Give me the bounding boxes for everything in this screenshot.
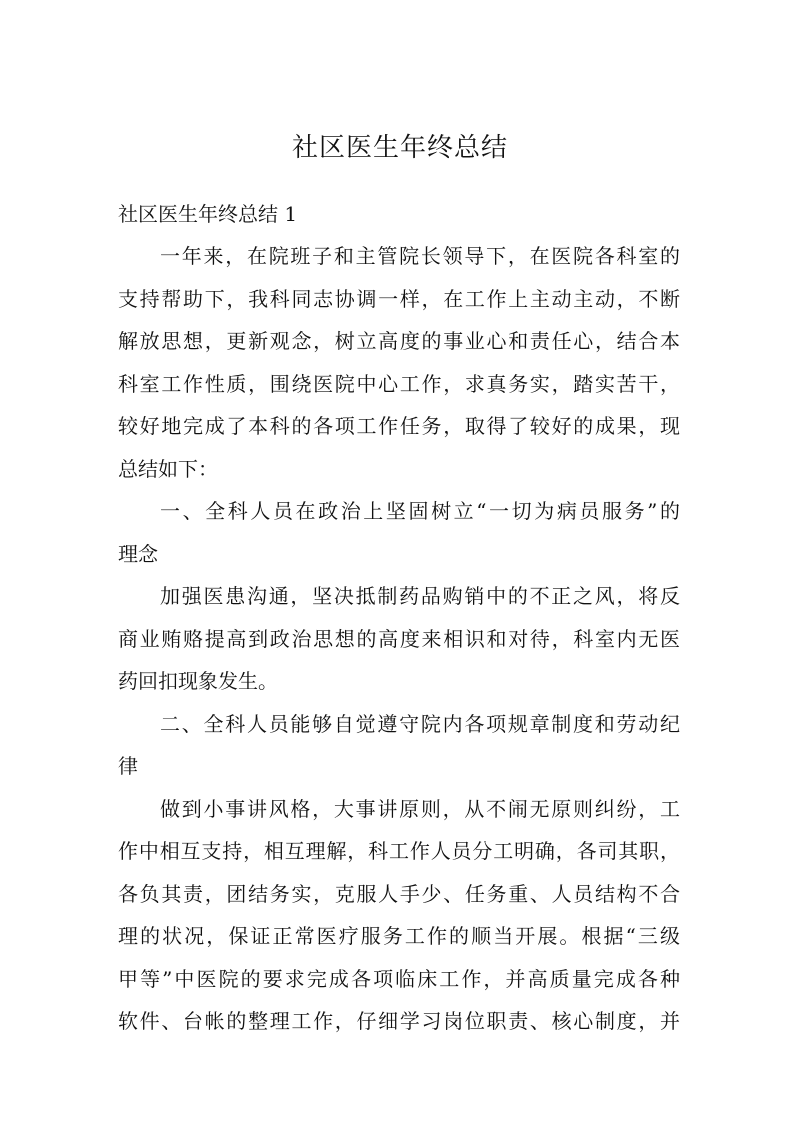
paragraph-line: 加强医患沟通，坚决抵制药品购销中的不正之风，将反 bbox=[160, 584, 680, 608]
paragraph-line: 做到小事讲风格，大事讲原则，从不闹无原则纠纷，工 bbox=[160, 797, 680, 821]
paragraph-line: 科室工作性质，围绕医院中心工作，求真务实，踏实苦干， bbox=[118, 372, 680, 396]
paragraph-line: 各负其责，团结务实，克服人手少、任务重、人员结构不合 bbox=[118, 882, 680, 906]
section-heading-line: 理念 bbox=[118, 542, 158, 566]
document-title: 社区医生年终总结 bbox=[291, 133, 508, 163]
section-heading-line: 律 bbox=[118, 754, 138, 778]
paragraph-line: 一年来，在院班子和主管院长领导下，在医院各科室的 bbox=[160, 244, 680, 268]
paragraph-line: 甲等”中医院的要求完成各项临床工作，并高质量完成各种 bbox=[118, 967, 680, 991]
paragraph-line: 总结如下： bbox=[118, 457, 218, 481]
section-heading: 社区医生年终总结 1 bbox=[118, 202, 298, 226]
paragraph-line: 理的状况，保证正常医疗服务工作的顺当开展。根据“三级 bbox=[118, 924, 680, 948]
paragraph-line: 解放思想，更新观念，树立高度的事业心和责任心，结合本 bbox=[118, 329, 680, 353]
paragraph-line: 软件、台帐的整理工作，仔细学习岗位职责、核心制度，并 bbox=[118, 1009, 680, 1033]
paragraph-line: 支持帮助下，我科同志协调一样，在工作上主动主动，不断 bbox=[118, 287, 680, 311]
section-heading-line: 二、全科人员能够自觉遵守院内各项规章制度和劳动纪 bbox=[160, 712, 680, 736]
paragraph-line: 较好地完成了本科的各项工作任务，取得了较好的成果，现 bbox=[118, 414, 680, 438]
paragraph-line: 作中相互支持，相互理解，科工作人员分工明确，各司其职， bbox=[118, 839, 680, 863]
paragraph-line: 商业贿赂提高到政治思想的高度来相识和对待，科室内无医 bbox=[118, 627, 680, 651]
paragraph-line: 药回扣现象发生。 bbox=[118, 669, 278, 693]
section-heading-line: 一、全科人员在政治上坚固树立“一切为病员服务”的 bbox=[160, 499, 680, 523]
